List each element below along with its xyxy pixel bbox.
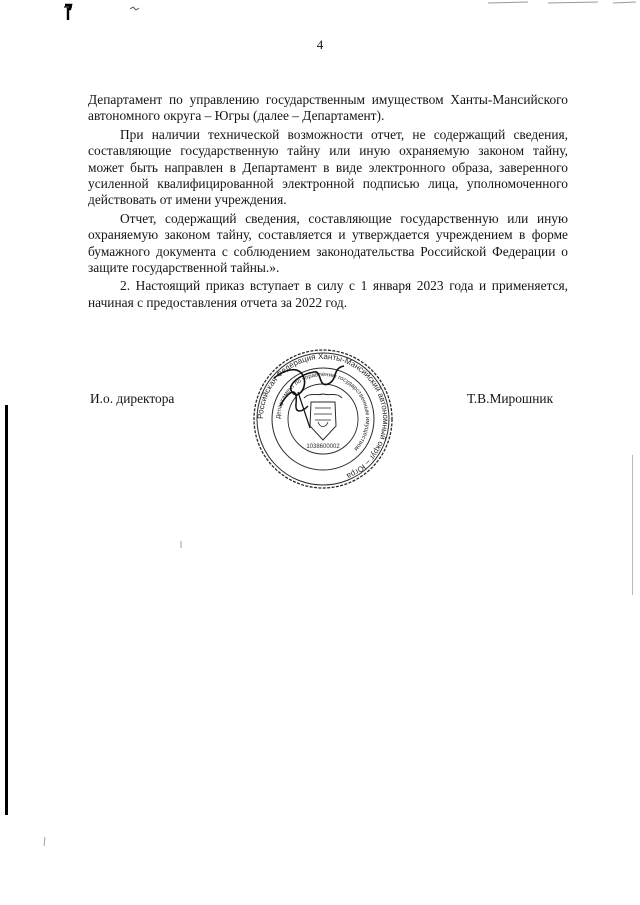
paragraph-effective-date: 2. Настоящий приказ вступает в силу с 1 января 2023 года и применяется, начиная с предоставления отчета за 2022 год. xyxy=(88,278,568,310)
paragraph-continuation: Департамент по управлению государственным имуществом Ханты-Мансийского автономного округа – Югры (далее – Департамент). xyxy=(88,92,568,124)
signatory-name: Т.В.Мирошник xyxy=(467,391,554,406)
stamp-inner-text: Департамент по управлению государственным имуществом xyxy=(275,371,371,452)
scan-artifact-top-left xyxy=(62,3,74,23)
stamp-outer-ring xyxy=(254,350,392,488)
page-number: 4 xyxy=(316,37,324,52)
scan-edge-top-right xyxy=(488,0,638,6)
paragraph-electronic-report: При наличии технической возможности отчет, не содержащий сведения, составляющие государственную тайну или иную охраняемую законом тайну, может быть направлен в Департамент в виде электронного образа, заверенного усиленной квалифицированной электронной подписью лица, уполномоченного действовать от имени учреждения. xyxy=(88,126,568,208)
scan-dust-bottom xyxy=(42,836,48,848)
stamp-outer-text: Российская Федерация Ханты-Мансийский автономный округ – Югра xyxy=(255,351,391,481)
scan-dust-top xyxy=(128,4,142,14)
official-stamp xyxy=(252,348,394,490)
stamp-number: 1038600002 xyxy=(306,444,340,450)
scan-edge-right xyxy=(632,455,633,595)
signatory-position: И.о. директора xyxy=(90,391,175,406)
coat-of-arms-icon xyxy=(304,394,342,440)
document-body xyxy=(88,92,568,311)
scan-dust-mid xyxy=(178,540,184,550)
paragraph-secret-report: Отчет, содержащий сведения, составляющие государственную или иную охраняемую законом тайну, составляется и утверждается учреждением в форме бумажного документа с соблюдением законодательства Российской Федерации о защите государственной тайны.». xyxy=(88,210,568,276)
scan-binding-line xyxy=(5,405,8,815)
